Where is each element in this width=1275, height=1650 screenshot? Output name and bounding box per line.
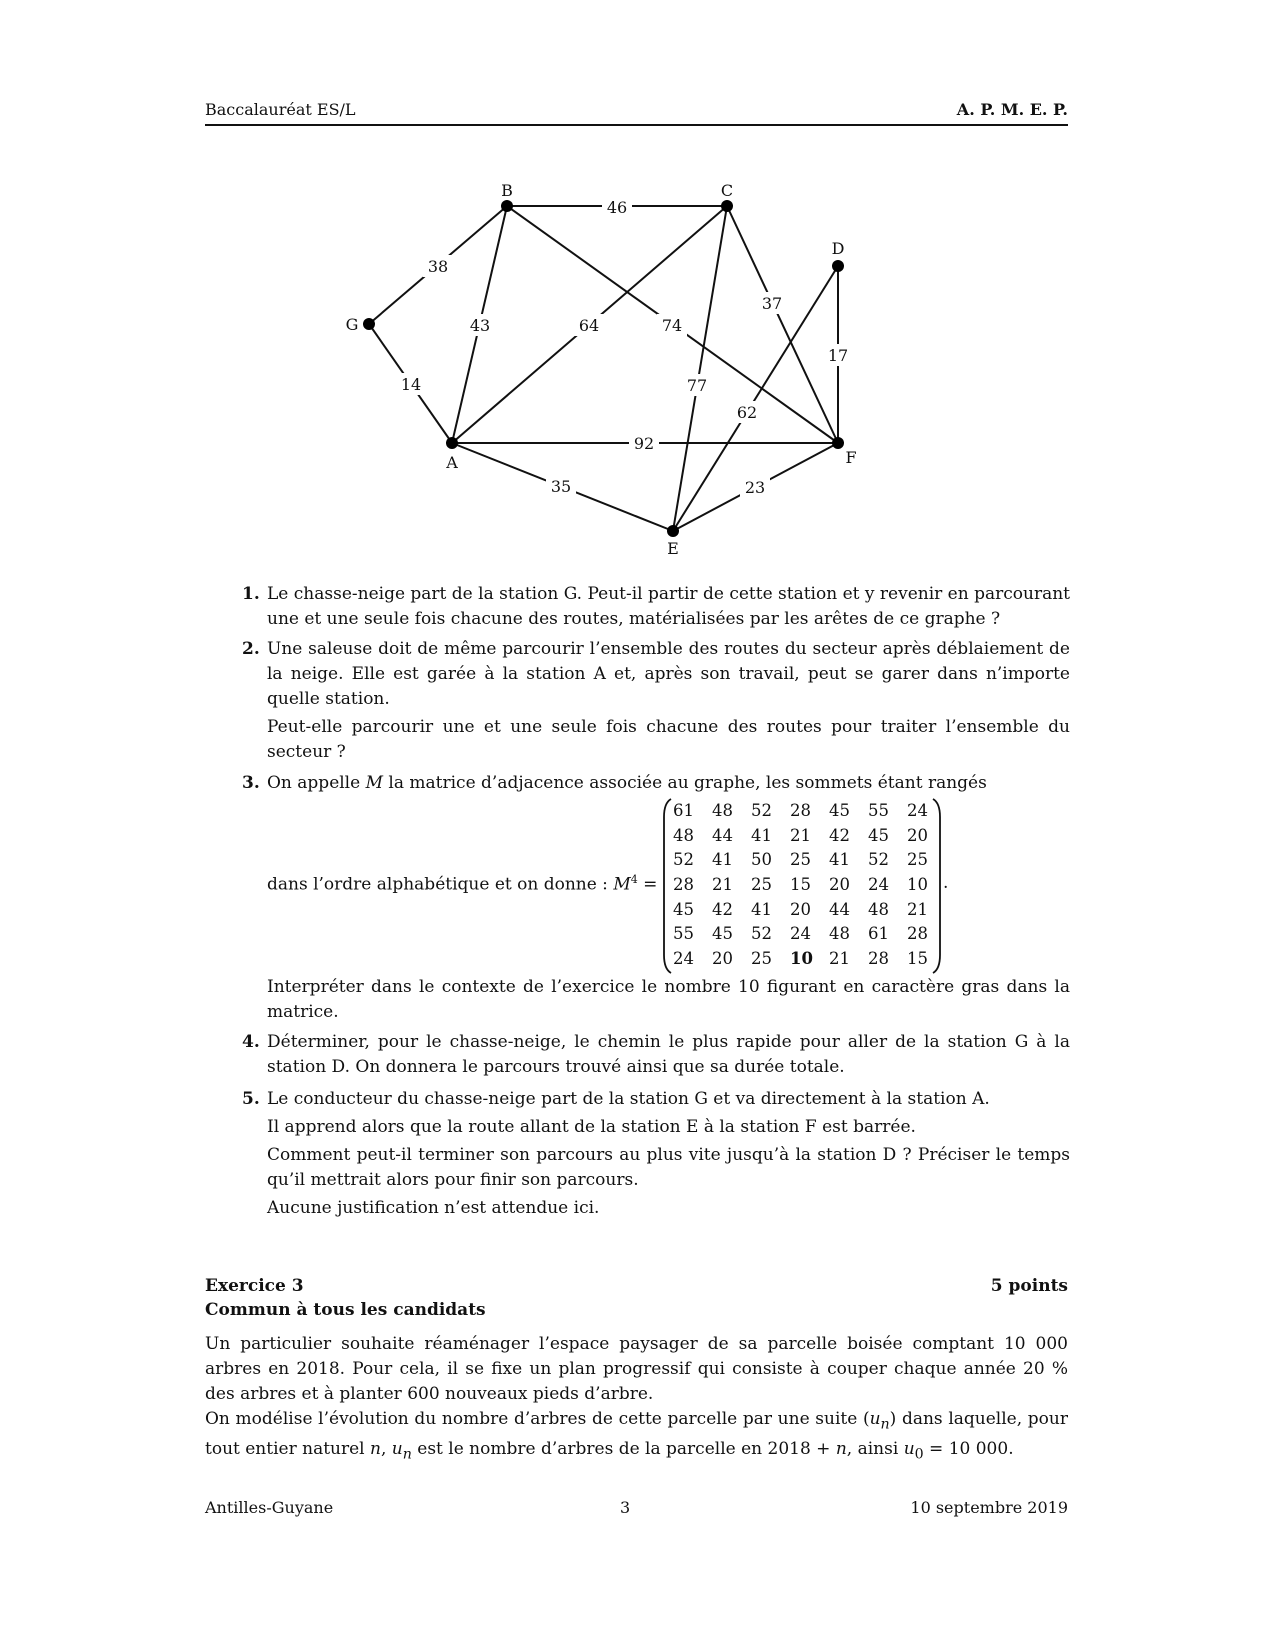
edge-weight: 64 [578,316,600,335]
edge-weight: 43 [469,316,491,335]
matrix-cell: 44 [829,899,850,919]
matrix-grid [673,799,949,972]
matrix-cell: 20 [712,949,733,969]
matrix-cell: 25 [907,850,928,870]
exercise-points: 5 points [990,1276,1068,1296]
question-text: Le chasse-neige part de la station G. Peut-il partir de cette station et y revenir en parcourant une et une seule fois chacune des routes, matérialisées par les arêtes de ce graphe ? [267,584,1070,629]
matrix-cell: 28 [868,949,889,969]
exercise-paragraph-1: Un particulier souhaite réaménager l’espace paysager de sa parcelle boisée comptant 10 000 arbres en 2018. Pour cela, il se fixe un plan progressif qui consiste à couper chaque année 20 % des arbres et à planter 600 nouveaux pieds d’arbre. [205,1334,1068,1404]
header-title: Baccalauréat ES/L [205,100,356,119]
vertex-label: E [667,539,679,558]
matrix-cell: 45 [673,899,694,919]
exercise-paragraph-2: On modélise l’évolution du nombre d’arbres de cette parcelle par une suite $(u_n)$ dans laquelle, pour tout entier naturel n, $u_n$ est le nombre d’arbres de la parcelle en 2018 + n, ainsi $u_0 = 10$ 000. [205,1409,1068,1463]
matrix-cell: 24 [907,801,928,820]
edge-weight: 37 [761,294,783,313]
vertex-E [667,525,679,537]
question-2 [242,637,1070,765]
vertex-C [721,200,733,212]
vertex-G [363,318,375,330]
matrix-cell: 48 [712,801,733,820]
question-4 [242,1030,1070,1080]
edge-weight: 62 [736,403,758,422]
matrix-cell: 48 [868,899,889,919]
matrix-cell: 10 [790,949,813,969]
matrix-cell: 50 [751,850,772,870]
question-text: Interpréter dans le contexte de l’exercice le nombre 10 figurant en caractère gras dans la matrice. [267,977,1070,1022]
matrix-cell: 15 [907,949,928,969]
matrix-cell: 41 [712,850,733,870]
edge-weight: 38 [427,257,449,276]
question-text: Comment peut-il terminer son parcours au plus vite jusqu’à la station D ? Préciser le temps qu’il mettrait alors pour finir son parcours. [267,1145,1070,1190]
matrix-cell: 21 [829,949,850,969]
matrix-cell: 52 [751,924,772,944]
page-number: 3 [620,1498,631,1517]
matrix-cell: 45 [868,825,889,845]
question-text: Peut-elle parcourir une et une seule fois chacune des routes pour traiter l’ensemble du secteur ? [267,717,1070,762]
matrix-cell: 48 [673,825,694,845]
question-text: Il apprend alors que la route allant de la station E à la station F est barrée. [267,1117,916,1137]
question-3-followup [242,975,1070,1025]
matrix-cell: 10 [907,875,928,895]
matrix-cell: 61 [868,924,889,944]
exercise-subtitle: Commun à tous les candidats [205,1300,486,1320]
edge-weight: 46 [606,198,628,217]
vertex-label: F [845,448,857,467]
matrix-cell: 61 [673,801,694,820]
matrix-cell: 45 [712,924,733,944]
vertex-label: A [446,453,458,472]
matrix-cell: 52 [868,850,889,870]
footer-location: Antilles-Guyane [205,1498,334,1517]
matrix-cell: 24 [868,875,889,895]
left-paren [662,797,672,975]
vertex-D [832,260,844,272]
edge-weight: 92 [633,434,655,453]
matrix-cell: 24 [673,949,694,969]
edge-CE [673,206,727,531]
matrix-cell: 20 [790,899,811,919]
matrix-cell: 28 [790,801,811,820]
question-number: 3. [242,773,260,793]
question-number: 5. [242,1089,260,1109]
matrix-cell: 55 [868,801,889,820]
matrix-label: dans l’ordre alphabétique et on donne : $M^4$ = [267,873,658,895]
matrix-cell: 55 [673,924,694,944]
question-text: Une saleuse doit de même parcourir l’ensemble des routes du secteur après déblaiement de la neige. Elle est garée à la station A et, après son travail, peut se garer dans n’importe quelle station. [267,639,1070,709]
weighted-graph-diagram [0,0,1275,600]
matrix-m4 [662,797,942,975]
matrix-cell: 21 [907,899,928,919]
matrix-cell: 42 [829,825,850,845]
vertex-F [832,437,844,449]
question-text: On appelle M la matrice d’adjacence associée au graphe, les sommets étant rangés [267,773,987,793]
question-number: 4. [242,1032,260,1052]
vertex-B [501,200,513,212]
matrix-cell: 25 [790,850,811,870]
question-number: 1. [242,584,260,604]
matrix-cell: 42 [712,899,733,919]
vertex-label: C [720,181,734,200]
question-3 [242,771,1070,796]
matrix-cell: 24 [790,924,811,944]
matrix-cell: 15 [790,875,811,895]
matrix-cell: 48 [829,924,850,944]
matrix-cell: 44 [712,825,733,845]
question-text: Aucune justification n’est attendue ici. [267,1198,600,1218]
exercise-title: Exercice 3 [205,1276,304,1296]
edge-weight: 74 [661,316,683,335]
matrix-cell: 28 [907,924,928,944]
matrix-cell: 25 [751,949,772,969]
vertex-label: G [345,315,359,334]
question-number: 2. [242,639,260,659]
matrix-period: . [943,873,949,893]
header-org: A. P. M. E. P. [956,100,1068,119]
matrix-cell: 28 [673,875,694,895]
matrix-cell: 52 [751,801,772,820]
edge-weight: 77 [686,376,708,395]
vertex-label: D [831,239,845,258]
matrix-cell: 25 [751,875,772,895]
right-paren [932,797,942,975]
question-1 [242,582,1070,632]
matrix-cell: 45 [829,801,850,820]
matrix-cell: 41 [751,899,772,919]
question-text: Le conducteur du chasse-neige part de la station G et va directement à la station A. [267,1089,990,1109]
vertex-label: B [501,181,513,200]
matrix-cell: 21 [712,875,733,895]
edge-weight: 23 [744,478,766,497]
vertex-A [446,437,458,449]
edge-weight: 17 [827,346,849,365]
edge-weight: 14 [400,375,422,394]
question-text: Déterminer, pour le chasse-neige, le chemin le plus rapide pour aller de la station G à la station D. On donnera le parcours trouvé ainsi que sa durée totale. [267,1032,1070,1077]
footer-date: 10 septembre 2019 [910,1498,1068,1517]
edge-weight: 35 [550,477,572,496]
matrix-cell: 41 [751,825,772,845]
question-5 [242,1087,1070,1221]
matrix-cell: 20 [829,875,850,895]
matrix-cell: 20 [907,825,928,845]
matrix-cell: 52 [673,850,694,870]
matrix-cell: 21 [790,825,811,845]
matrix-cell: 41 [829,850,850,870]
